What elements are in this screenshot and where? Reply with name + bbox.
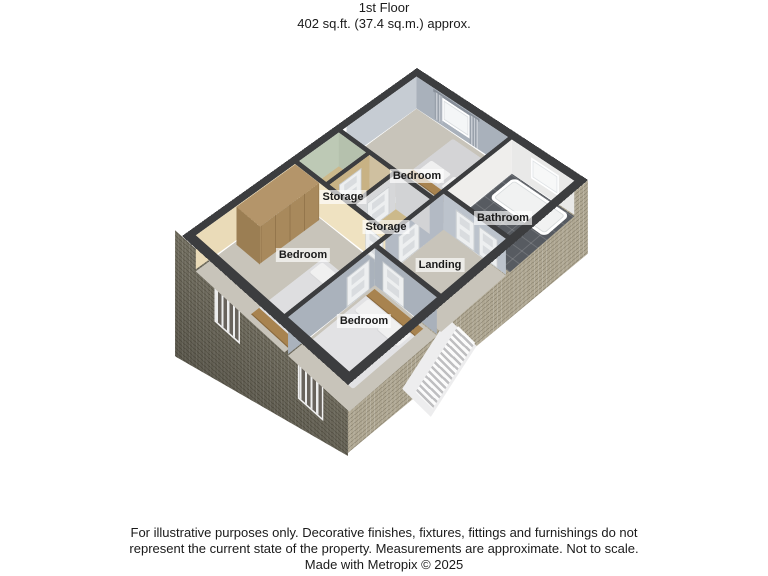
room-label-storage-1: Storage — [320, 190, 367, 204]
disclaimer-line-2: represent the current state of the property. Measurements are approximate. Not to scale. — [129, 541, 639, 556]
room-label-landing: Landing — [416, 258, 465, 272]
disclaimer-line-1: For illustrative purposes only. Decorative finishes, fixtures, fittings and furnishings do not — [130, 525, 638, 540]
floor-title: 1st Floor — [358, 0, 410, 15]
disclaimer-line-3: Made with Metropix © 2025 — [304, 557, 464, 572]
room-label-bedroom-left: Bedroom — [276, 248, 330, 262]
disclaimer — [0, 525, 768, 573]
room-label-bedroom-bottom: Bedroom — [337, 314, 391, 328]
room-label-bedroom-top: Bedroom — [390, 169, 444, 183]
room-label-storage-2: Storage — [363, 220, 410, 234]
room-label-bathroom: Bathroom — [474, 211, 532, 225]
floor-area: 402 sq.ft. (37.4 sq.m.) approx. — [297, 16, 471, 31]
